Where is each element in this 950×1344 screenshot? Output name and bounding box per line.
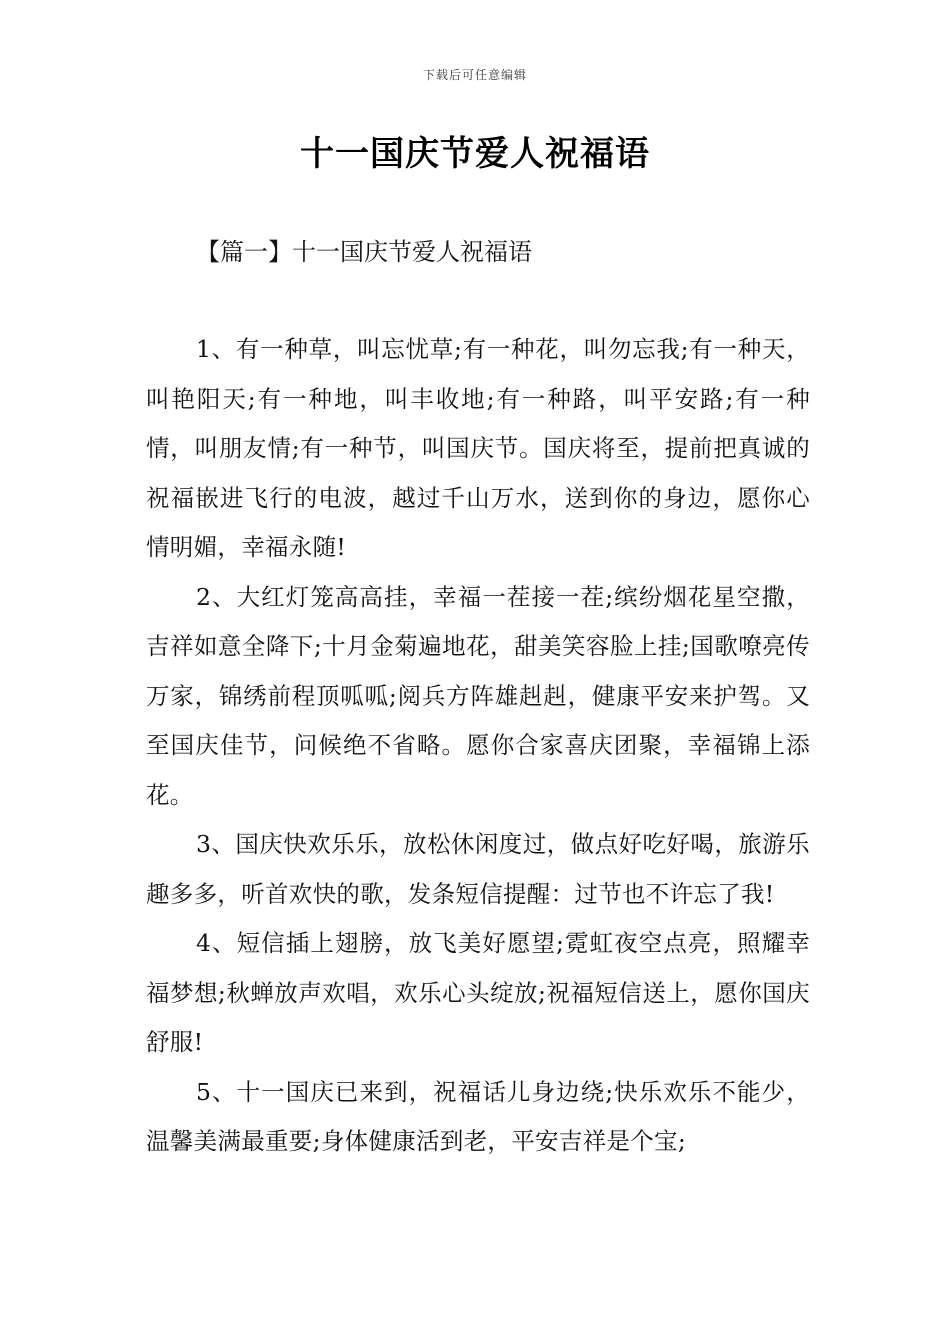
paragraph-3: 3、国庆快欢乐乐，放松休闲度过，做点好吃好喝，旅游乐趣多多，听首欢快的歌，发条短信提醒：过节也不许忘了我! [146,830,810,908]
header-note: 下载后可任意编辑 [422,68,527,82]
paragraph-1: 1、有一种草，叫忘忧草;有一种花，叫勿忘我;有一种天，叫艳阳天;有一种地，叫丰收地;有一种路，叫平安路;有一种情，叫朋友情;有一种节，叫国庆节。国庆将至，提前把真诚的祝福嵌进飞行的电波，越过千山万水，送到你的身边，愿你心情明媚，幸福永随! [146,335,810,561]
document-body [146,325,810,1167]
paragraph-2: 2、大红灯笼高高挂，幸福一茬接一茬;缤纷烟花星空撒，吉祥如意全降下;十月金菊遍地花，甜美笑容脸上挂;国歌嘹亮传万家，锦绣前程顶呱呱;阅兵方阵雄赳赳，健康平安来护驾。又至国庆佳节，问候绝不省略。愿你合家喜庆团聚，幸福锦上添花。 [146,582,810,809]
document-title: 十一国庆节爱人祝福语 [300,134,650,174]
paragraph-4: 4、短信插上翅膀，放飞美好愿望;霓虹夜空点亮，照耀幸福梦想;秋蝉放声欢唱，欢乐心头绽放;祝福短信送上，愿你国庆舒服! [146,929,810,1056]
section-heading: 【篇一】十一国庆节爱人祝福语 [196,238,532,266]
paragraph-5: 5、十一国庆已来到，祝福话儿身边绕;快乐欢乐不能少，温馨美满最重要;身体健康活到老，平安吉祥是个宝; [146,1077,810,1155]
